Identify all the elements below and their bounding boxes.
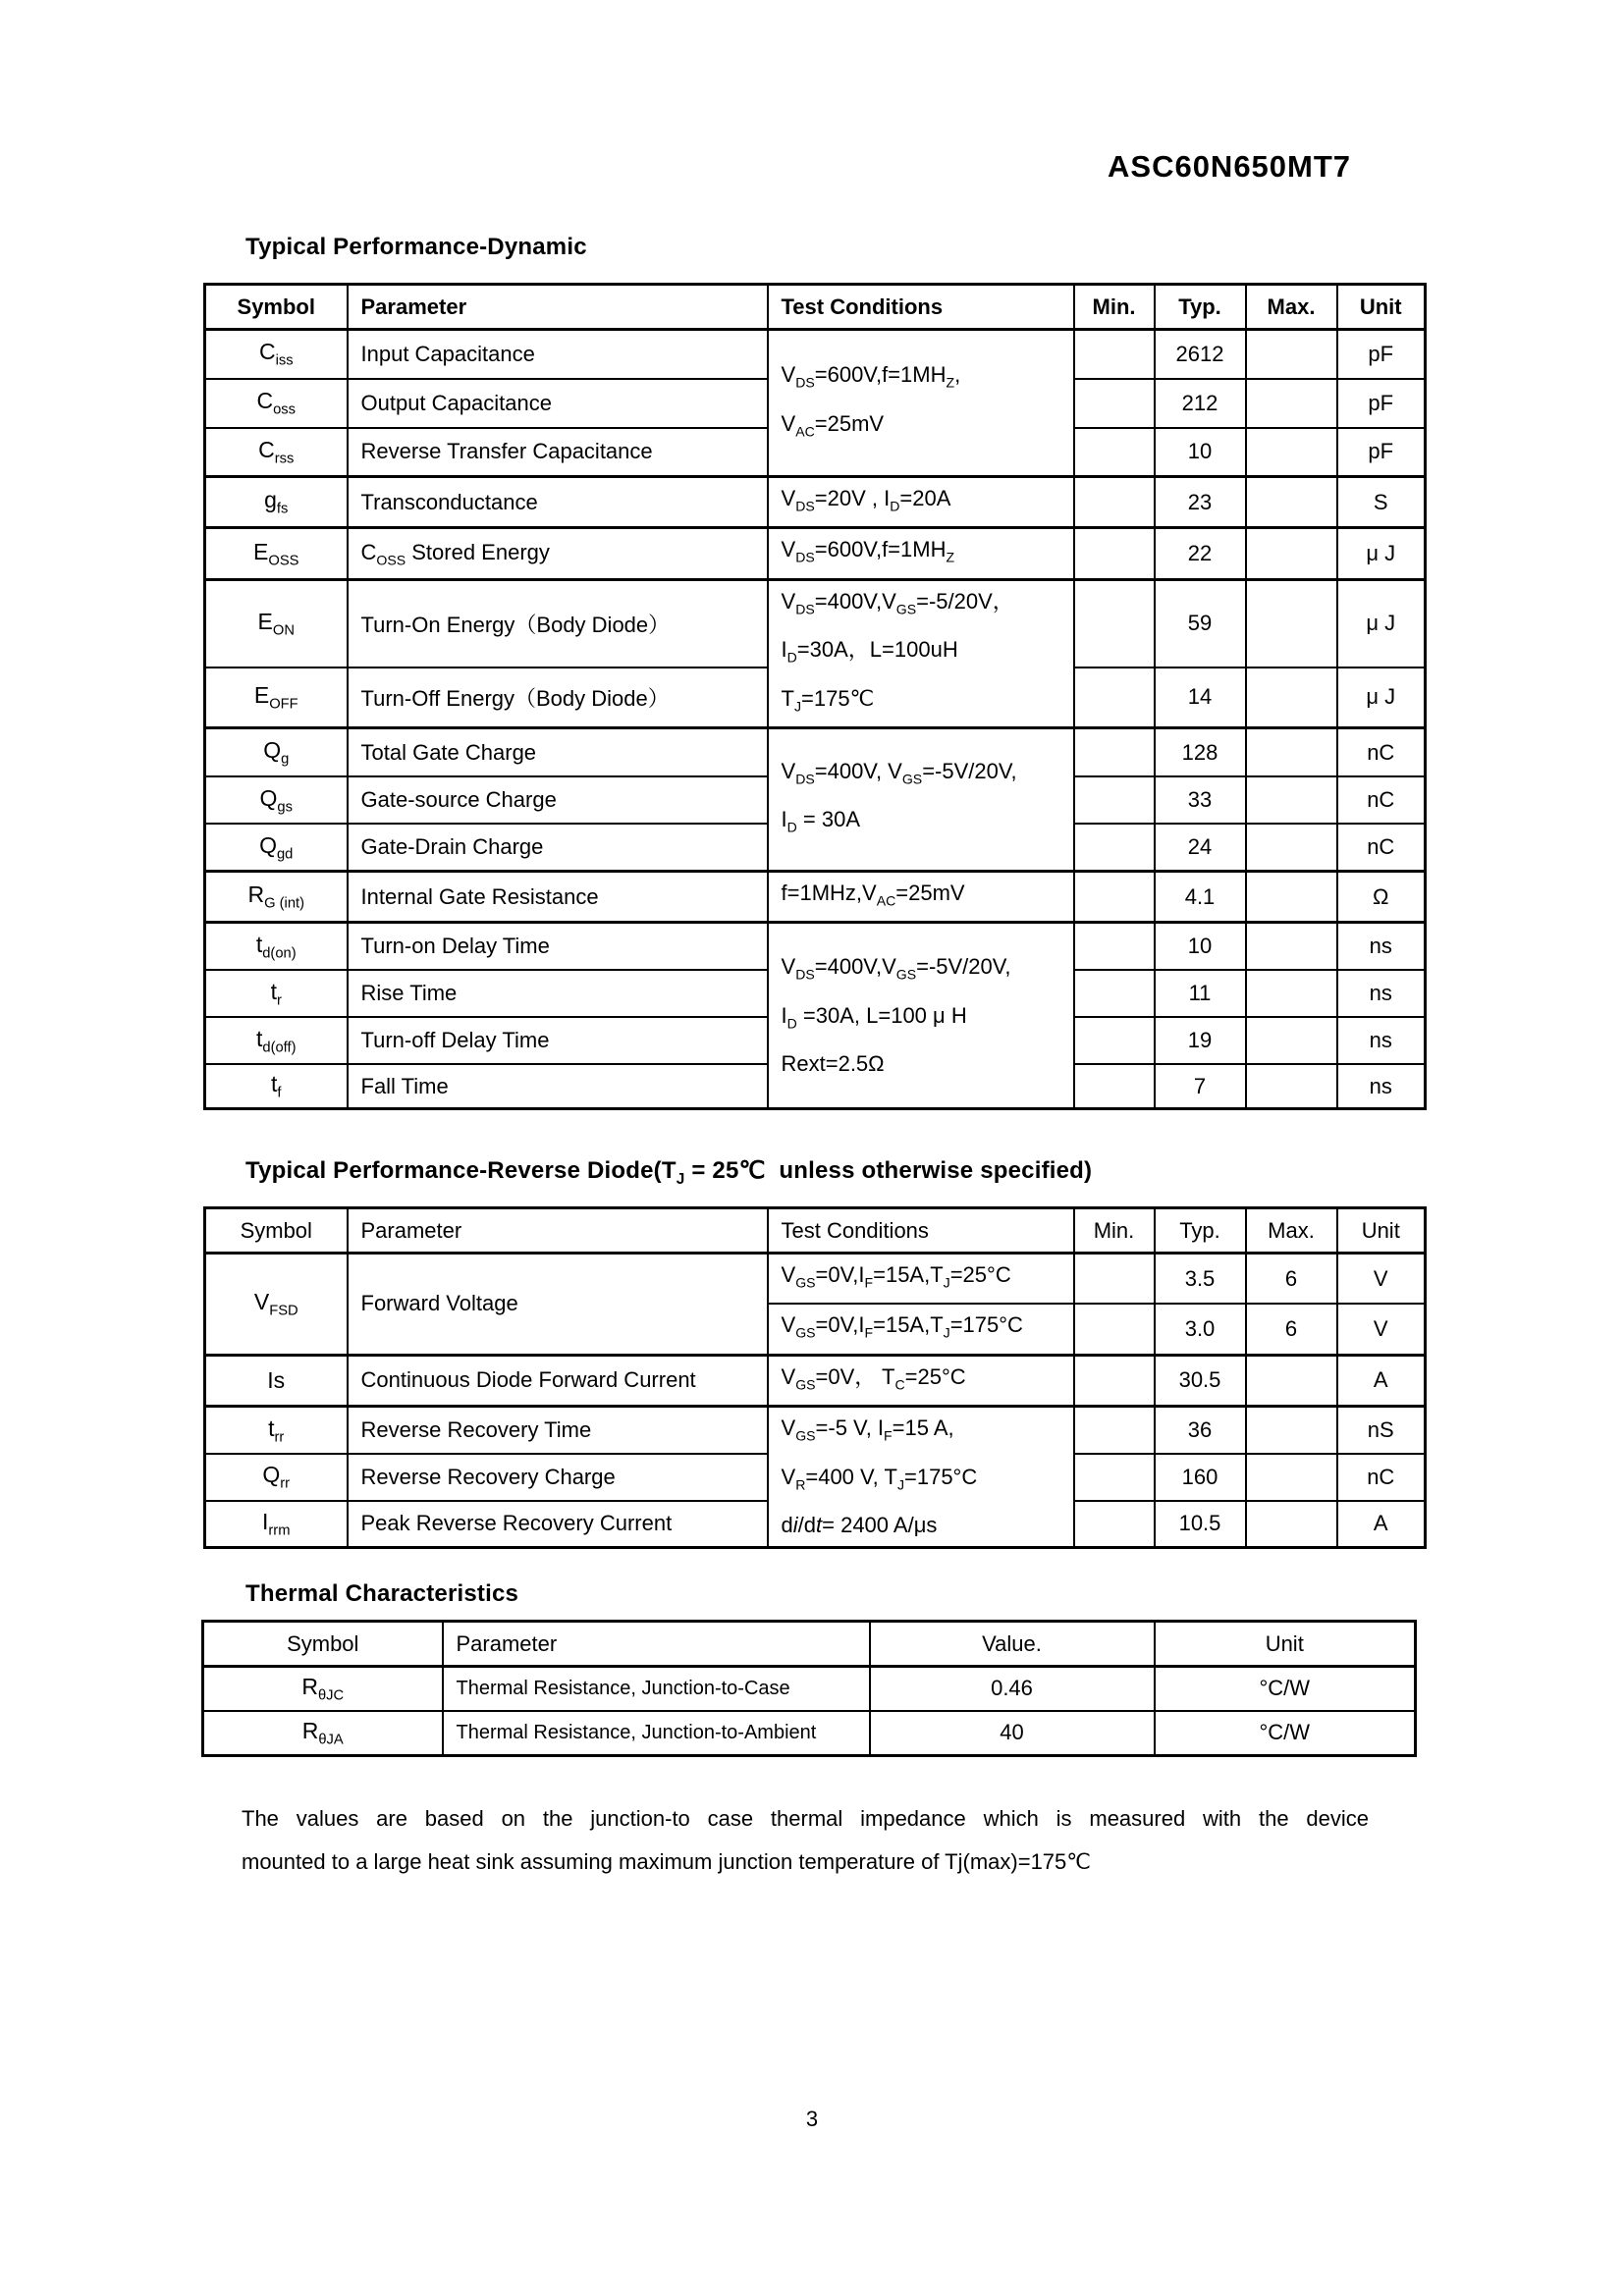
col-unit: Unit	[1337, 285, 1426, 330]
cell-max	[1246, 1501, 1337, 1548]
cell-parameter: Input Capacitance	[348, 330, 768, 379]
cell-max	[1246, 923, 1337, 970]
col-test-conditions: Test Conditions	[768, 1208, 1074, 1254]
cell-typ: 212	[1155, 379, 1246, 428]
cell-min	[1074, 667, 1155, 728]
cell-typ: 59	[1155, 579, 1246, 667]
col-unit: Unit	[1337, 1208, 1426, 1254]
cell-typ: 7	[1155, 1064, 1246, 1109]
cell-parameter: Turn-Off Energy（Body Diode）	[348, 667, 768, 728]
cell-parameter: Fall Time	[348, 1064, 768, 1109]
cell-test-conditions: $V_{DS}=600V,f=1MH_Z$, $V_{AC}=25mV$	[768, 330, 1074, 477]
cell-max	[1246, 871, 1337, 922]
cell-symbol: Is	[205, 1355, 348, 1406]
cell-min	[1074, 330, 1155, 379]
cell-min	[1074, 1254, 1155, 1305]
cell-unit: V	[1337, 1304, 1426, 1355]
cell-parameter: Output Capacitance	[348, 379, 768, 428]
cell-unit: nC	[1337, 776, 1426, 824]
cell-typ: 24	[1155, 824, 1246, 871]
cell-typ: 30.5	[1155, 1355, 1246, 1406]
cell-min	[1074, 1407, 1155, 1454]
dynamic-table	[203, 283, 1427, 1110]
cell-symbol: $Q_{gd}$	[205, 824, 348, 871]
cell-parameter: Forward Voltage	[348, 1254, 768, 1356]
cell-max	[1246, 970, 1337, 1017]
cell-parameter: Reverse Recovery Charge	[348, 1454, 768, 1501]
cell-symbol: $Q_{gs}$	[205, 776, 348, 824]
cell-value: 40	[870, 1711, 1155, 1756]
cell-parameter: Internal Gate Resistance	[348, 871, 768, 922]
table-row	[205, 1254, 1426, 1305]
cell-max	[1246, 330, 1337, 379]
cell-unit: nS	[1337, 1407, 1426, 1454]
cell-unit: ns	[1337, 970, 1426, 1017]
cell-parameter: Continuous Diode Forward Current	[348, 1355, 768, 1406]
cell-symbol: $C_{rss}$	[205, 428, 348, 477]
cell-typ: 19	[1155, 1017, 1246, 1064]
cell-min	[1074, 1501, 1155, 1548]
cell-max	[1246, 428, 1337, 477]
cell-max	[1246, 727, 1337, 776]
cell-typ: 10	[1155, 923, 1246, 970]
cell-parameter: Thermal Resistance, Junction-to-Case	[443, 1667, 870, 1711]
cell-max	[1246, 579, 1337, 667]
cell-unit: μ J	[1337, 667, 1426, 728]
cell-parameter: Peak Reverse Recovery Current	[348, 1501, 768, 1548]
cell-symbol: $t_f$	[205, 1064, 348, 1109]
cell-max	[1246, 1454, 1337, 1501]
cell-min	[1074, 428, 1155, 477]
table-header-row	[203, 1622, 1416, 1667]
cell-symbol: $C_{iss}$	[205, 330, 348, 379]
cell-symbol: $t_r$	[205, 970, 348, 1017]
part-number-title: ASC60N650MT7	[1108, 149, 1352, 184]
cell-typ: 33	[1155, 776, 1246, 824]
page-number: 3	[805, 2107, 819, 2131]
cell-parameter: Reverse Transfer Capacitance	[348, 428, 768, 477]
cell-typ: 11	[1155, 970, 1246, 1017]
cell-value: 0.46	[870, 1667, 1155, 1711]
cell-symbol: $E_{OFF}$	[205, 667, 348, 728]
cell-symbol: $R_{\theta JC}$	[203, 1667, 443, 1711]
cell-symbol: $Q_g$	[205, 727, 348, 776]
table-row	[205, 1355, 1426, 1406]
cell-min	[1074, 776, 1155, 824]
cell-unit: ns	[1337, 923, 1426, 970]
table-header	[203, 1622, 1416, 1667]
col-parameter: Parameter	[443, 1622, 870, 1667]
cell-unit: pF	[1337, 428, 1426, 477]
cell-min	[1074, 1454, 1155, 1501]
cell-unit: °C/W	[1155, 1711, 1416, 1756]
cell-parameter: Gate-Drain Charge	[348, 824, 768, 871]
col-typ: Typ.	[1155, 1208, 1246, 1254]
cell-max	[1246, 1064, 1337, 1109]
reverse-diode-table	[203, 1206, 1427, 1549]
cell-parameter: Rise Time	[348, 970, 768, 1017]
section-heading-dynamic: Typical Performance-Dynamic	[245, 234, 587, 260]
cell-min	[1074, 970, 1155, 1017]
table-row	[205, 528, 1426, 579]
cell-symbol: $Q_{rr}$	[205, 1454, 348, 1501]
cell-test-conditions: $V_{GS}=0V$， $T_C=25^\circ C$	[768, 1355, 1074, 1406]
cell-symbol: $I_{rrm}$	[205, 1501, 348, 1548]
cell-max	[1246, 1355, 1337, 1406]
table-row	[205, 727, 1426, 776]
cell-typ: 160	[1155, 1454, 1246, 1501]
cell-typ: 3.5	[1155, 1254, 1246, 1305]
cell-min	[1074, 727, 1155, 776]
table-row	[205, 871, 1426, 922]
col-symbol: Symbol	[205, 1208, 348, 1254]
thermal-table	[201, 1620, 1417, 1757]
cell-max	[1246, 824, 1337, 871]
cell-symbol: $C_{oss}$	[205, 379, 348, 428]
cell-max	[1246, 1407, 1337, 1454]
cell-symbol: $V_{FSD}$	[205, 1254, 348, 1356]
cell-typ: 10.5	[1155, 1501, 1246, 1548]
table-header	[205, 285, 1426, 330]
cell-parameter: Total Gate Charge	[348, 727, 768, 776]
cell-symbol: $R_{G (int)}$	[205, 871, 348, 922]
cell-unit: V	[1337, 1254, 1426, 1305]
cell-parameter: Turn-on Delay Time	[348, 923, 768, 970]
cell-min	[1074, 1064, 1155, 1109]
cell-min	[1074, 871, 1155, 922]
cell-unit: nC	[1337, 727, 1426, 776]
cell-unit: nC	[1337, 1454, 1426, 1501]
cell-test-conditions: $f=1MHz,V_{AC}=25mV$	[768, 871, 1074, 922]
cell-unit: A	[1337, 1501, 1426, 1548]
cell-parameter: Thermal Resistance, Junction-to-Ambient	[443, 1711, 870, 1756]
cell-unit: pF	[1337, 330, 1426, 379]
col-max: Max.	[1246, 1208, 1337, 1254]
cell-min	[1074, 579, 1155, 667]
cell-max	[1246, 667, 1337, 728]
cell-parameter: Turn-On Energy（Body Diode）	[348, 579, 768, 667]
cell-unit: pF	[1337, 379, 1426, 428]
cell-symbol: $E_{ON}$	[205, 579, 348, 667]
col-unit: Unit	[1155, 1622, 1416, 1667]
cell-min	[1074, 528, 1155, 579]
cell-min	[1074, 1355, 1155, 1406]
cell-test-conditions: $V_{DS}=20V$ , $I_D=20A$	[768, 477, 1074, 528]
cell-symbol: $t_{d(off)}$	[205, 1017, 348, 1064]
cell-max	[1246, 477, 1337, 528]
col-symbol: Symbol	[205, 285, 348, 330]
section-heading-thermal: Thermal Characteristics	[245, 1580, 519, 1607]
cell-test-conditions: $V_{GS}=-5$ V, $I_F=15$ A, $V_R=400$ V, $T_J=175^\circ C$ di/dt= 2400 A/μs	[768, 1407, 1074, 1548]
cell-typ: 22	[1155, 528, 1246, 579]
cell-test-conditions: $V_{DS}=600V,f=1MH_Z$	[768, 528, 1074, 579]
cell-typ: 4.1	[1155, 871, 1246, 922]
col-value: Value.	[870, 1622, 1155, 1667]
cell-unit: μ J	[1337, 579, 1426, 667]
cell-parameter: Turn-off Delay Time	[348, 1017, 768, 1064]
cell-typ: 128	[1155, 727, 1246, 776]
cell-min	[1074, 379, 1155, 428]
cell-unit: °C/W	[1155, 1667, 1416, 1711]
section-heading-reverse-diode: Typical Performance-Reverse $Diode(T_J$ = 25℃ unless otherwise specified)	[245, 1157, 1093, 1188]
cell-max	[1246, 1017, 1337, 1064]
col-min: Min.	[1074, 1208, 1155, 1254]
cell-test-conditions: $V_{DS}=400V,V_{GS}=-5V/20V$, $I_D =30A$, L=100 μ H Rext=2.5Ω	[768, 923, 1074, 1109]
col-min: Min.	[1074, 285, 1155, 330]
cell-typ: 36	[1155, 1407, 1246, 1454]
cell-max	[1246, 379, 1337, 428]
cell-unit: S	[1337, 477, 1426, 528]
cell-test-conditions: $V_{DS}=400V$, $V_{GS}=-5V/20V$, $I_D = 30A$	[768, 727, 1074, 871]
cell-unit: ns	[1337, 1017, 1426, 1064]
cell-unit: Ω	[1337, 871, 1426, 922]
cell-unit: nC	[1337, 824, 1426, 871]
cell-min	[1074, 923, 1155, 970]
cell-symbol: $E_{OSS}$	[205, 528, 348, 579]
col-max: Max.	[1246, 285, 1337, 330]
cell-test-conditions: $V_{GS}=0V,I_F=15A,T_J=175^\circ C$	[768, 1304, 1074, 1355]
cell-max: 6	[1246, 1254, 1337, 1305]
table-row	[205, 330, 1426, 379]
cell-max	[1246, 528, 1337, 579]
table-row	[205, 1407, 1426, 1454]
table-row	[205, 579, 1426, 667]
table-row	[205, 923, 1426, 970]
cell-unit: μ J	[1337, 528, 1426, 579]
cell-max	[1246, 776, 1337, 824]
cell-parameter: Reverse Recovery Time	[348, 1407, 768, 1454]
cell-typ: 2612	[1155, 330, 1246, 379]
cell-test-conditions: $V_{DS}=400V,V_{GS}=-5/20V$， $I_D=30A$，L=100uH $T_J=175℃$	[768, 579, 1074, 727]
cell-min	[1074, 477, 1155, 528]
cell-typ: 14	[1155, 667, 1246, 728]
table-row	[203, 1667, 1416, 1711]
cell-parameter: $C_{OSS}$ Stored Energy	[348, 528, 768, 579]
cell-symbol: $R_{\theta JA}$	[203, 1711, 443, 1756]
cell-parameter: Gate-source Charge	[348, 776, 768, 824]
table-row	[205, 477, 1426, 528]
table-header-row	[205, 1208, 1426, 1254]
col-symbol: Symbol	[203, 1622, 443, 1667]
cell-typ: 10	[1155, 428, 1246, 477]
footnote-line-1: The values are based on the junction-to case thermal impedance which is measured with the device	[242, 1806, 1369, 1831]
footnote-line-2: mounted to a large heat sink assuming maximum junction temperature of Tj(max)=175℃	[242, 1849, 1091, 1874]
col-test-conditions: Test Conditions	[768, 285, 1074, 330]
table-row	[203, 1711, 1416, 1756]
table-header	[205, 1208, 1426, 1254]
cell-symbol: $t_{d(on)}$	[205, 923, 348, 970]
cell-min	[1074, 1304, 1155, 1355]
cell-test-conditions: $V_{GS}=0V,I_F=15A,T_J=25^\circ C$	[768, 1254, 1074, 1305]
col-typ: Typ.	[1155, 285, 1246, 330]
cell-unit: A	[1337, 1355, 1426, 1406]
cell-typ: 3.0	[1155, 1304, 1246, 1355]
col-parameter: Parameter	[348, 1208, 768, 1254]
cell-symbol: $g_{fs}$	[205, 477, 348, 528]
cell-unit: ns	[1337, 1064, 1426, 1109]
cell-symbol: $t_{rr}$	[205, 1407, 348, 1454]
cell-min	[1074, 1017, 1155, 1064]
cell-parameter: Transconductance	[348, 477, 768, 528]
cell-typ: 23	[1155, 477, 1246, 528]
cell-min	[1074, 824, 1155, 871]
table-header-row	[205, 285, 1426, 330]
cell-max: 6	[1246, 1304, 1337, 1355]
col-parameter: Parameter	[348, 285, 768, 330]
